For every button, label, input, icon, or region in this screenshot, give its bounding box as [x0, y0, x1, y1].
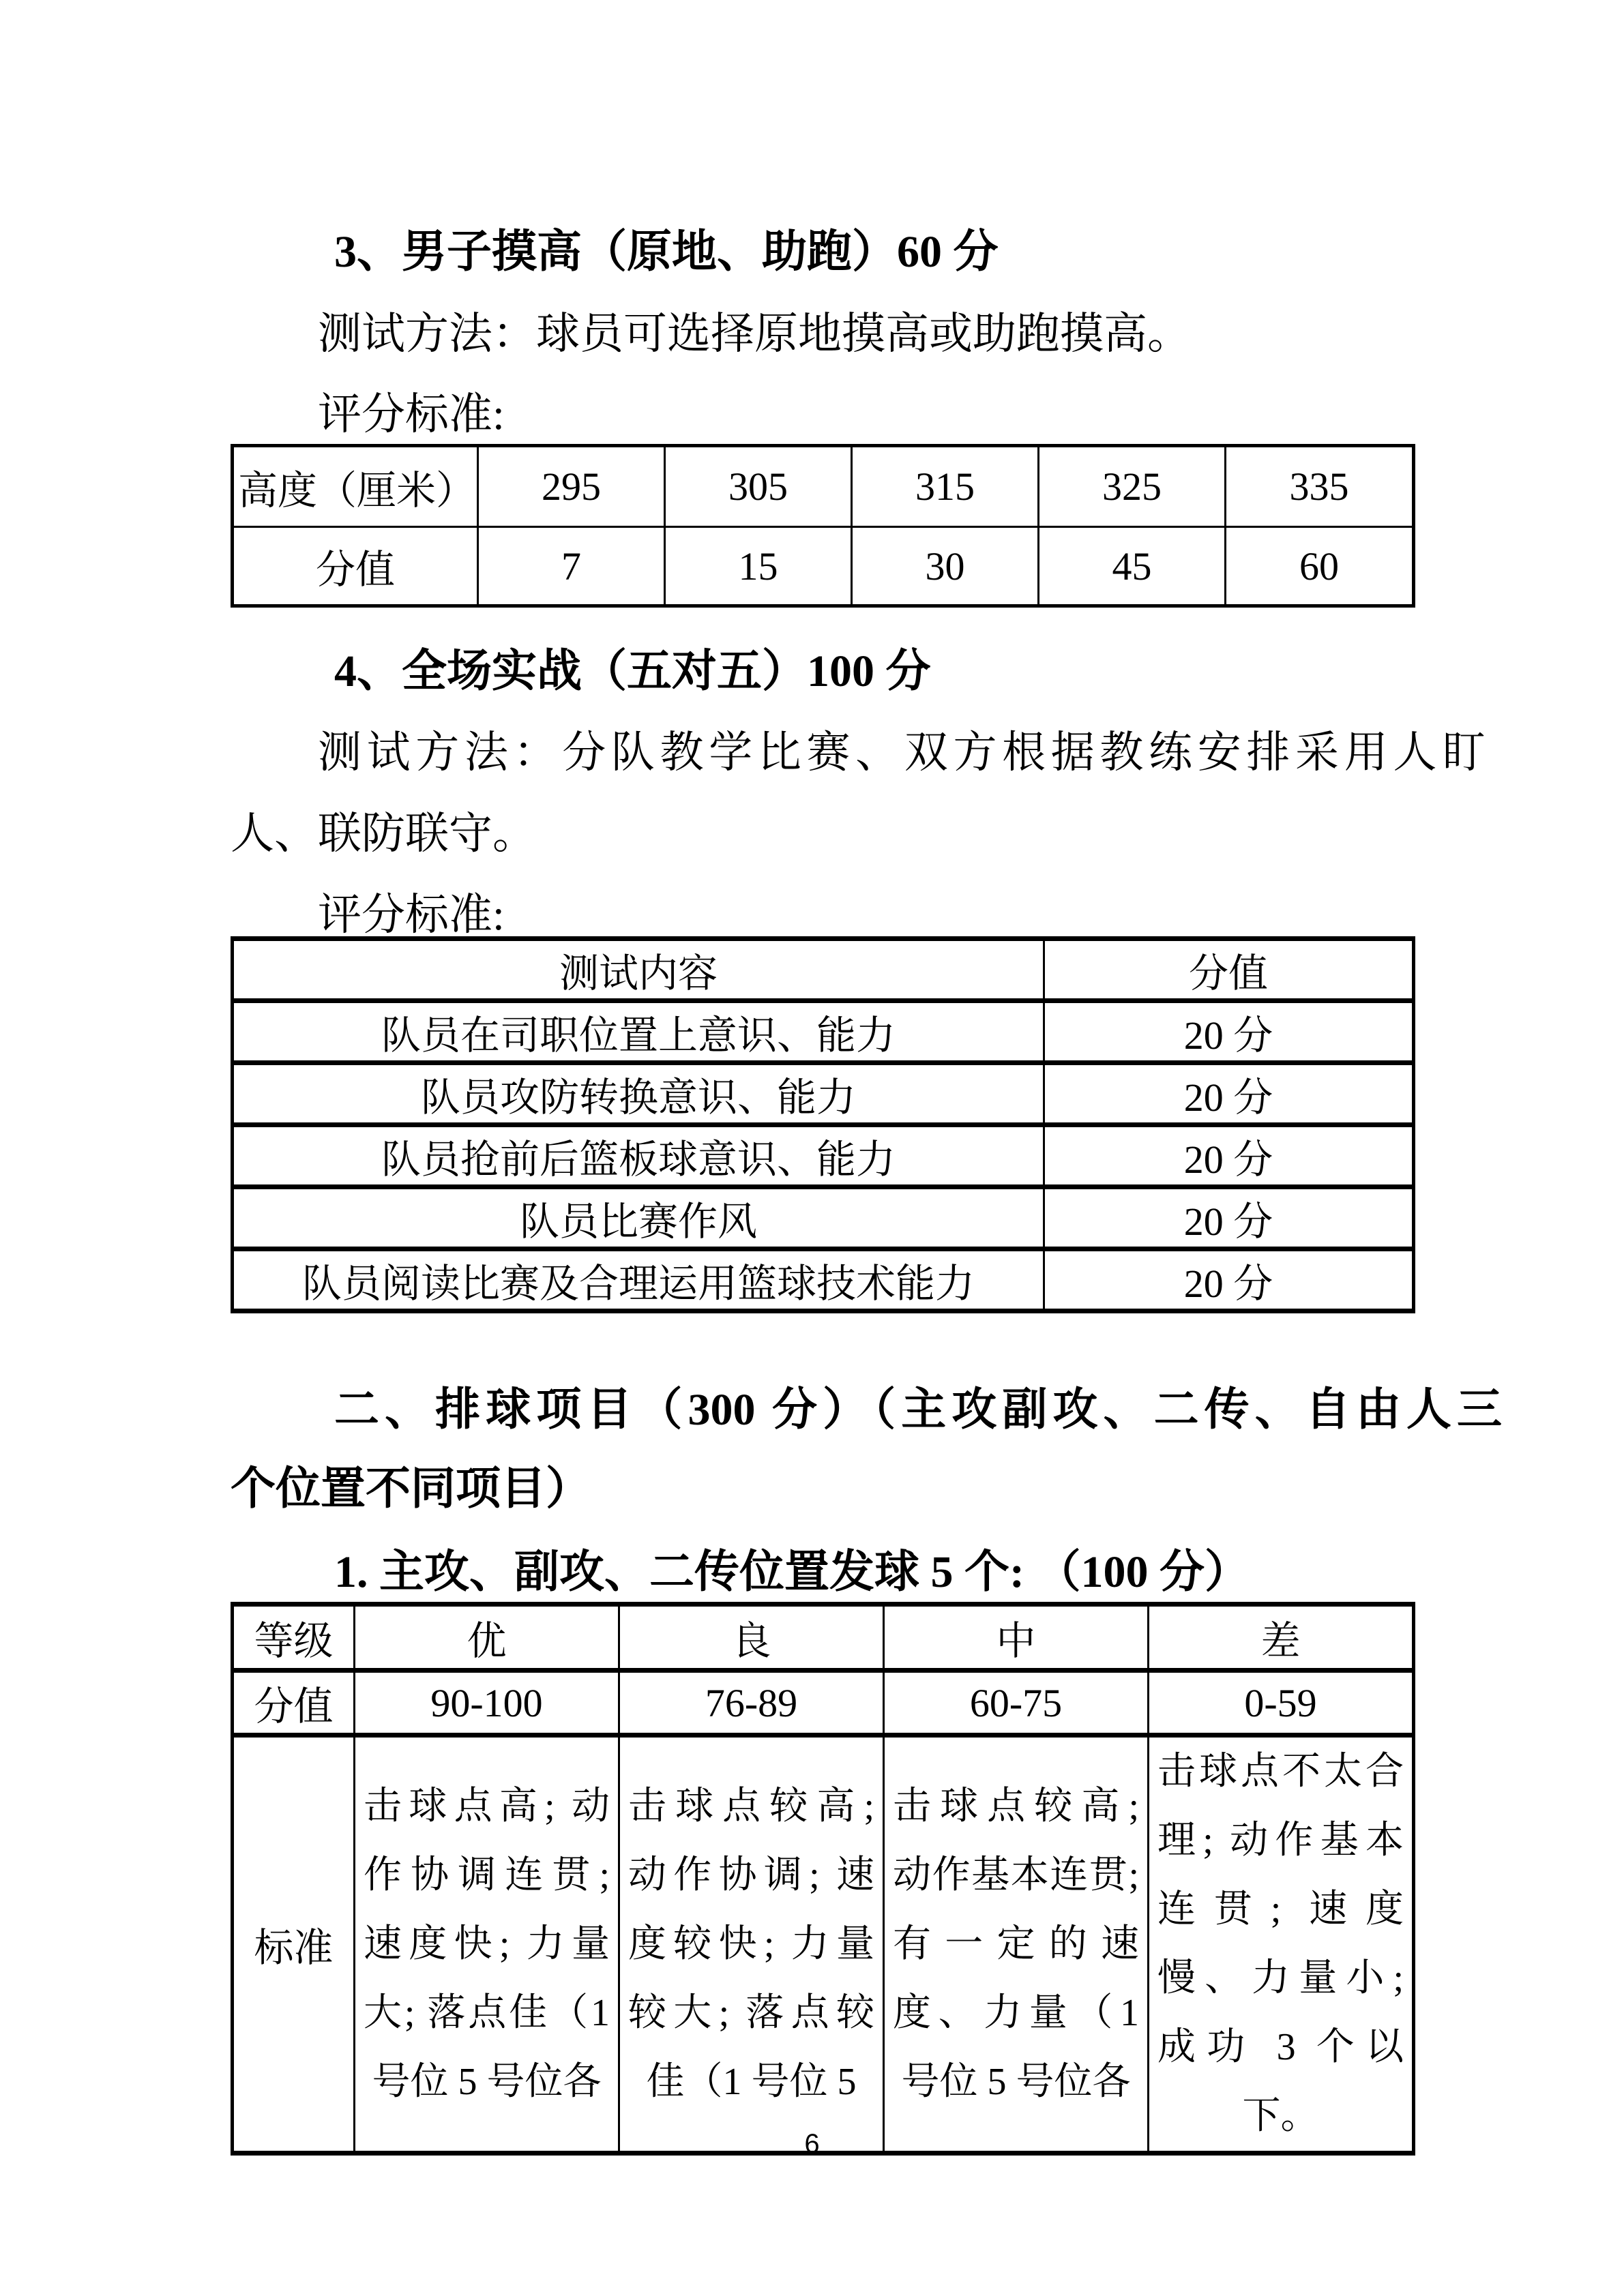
volleyball-heading-line2: 个位置不同项目）: [231, 1464, 591, 1514]
table-cell: 队员抢前后篮板球意识、能力: [233, 1125, 1044, 1187]
table-cell: 队员攻防转换意识、能力: [233, 1063, 1044, 1125]
table-cell: 335: [1226, 446, 1414, 527]
game-score-table: [231, 936, 1415, 1313]
table-cell: 队员阅读比赛及合理运用篮球技术能力: [233, 1249, 1044, 1311]
table-cell: 295: [478, 446, 665, 527]
table-row: [233, 1249, 1414, 1311]
table-header-cell: 测试内容: [233, 939, 1044, 1001]
table-header-cell: 差: [1149, 1605, 1414, 1671]
section4-method-line2: 人、联防联守。: [231, 809, 536, 858]
table-row: [233, 1187, 1414, 1249]
table-cell: 15: [665, 527, 852, 606]
table-header-cell: 等级: [233, 1605, 355, 1671]
section3-method: 测试方法：球员可选择原地摸高或助跑摸高。: [318, 310, 1191, 358]
table-cell: 20 分: [1044, 1063, 1414, 1125]
section4-heading: 4、全场实战（五对五）100 分: [334, 646, 931, 696]
table-header-cell: 优: [355, 1605, 619, 1671]
table-row: [233, 1671, 1414, 1735]
serving-score-table: [231, 1602, 1415, 2156]
table-cell: 60-75: [884, 1671, 1149, 1735]
section4-method-line1: 测试方法：分队教学比赛、双方根据教练安排采用人盯: [318, 728, 1486, 777]
table-header-cell: 中: [884, 1605, 1149, 1671]
table-cell: 20 分: [1044, 1001, 1414, 1063]
table-header-row: [233, 1605, 1414, 1671]
table-cell: 标准: [233, 1735, 355, 2153]
table-cell: 305: [665, 446, 852, 527]
height-score-table: [231, 444, 1415, 608]
table-row: [233, 1063, 1414, 1125]
table-cell: 20 分: [1044, 1249, 1414, 1311]
table-cell: 高度（厘米）: [233, 446, 478, 527]
table-cell: 325: [1039, 446, 1226, 527]
table-cell: 20 分: [1044, 1125, 1414, 1187]
table-cell: 60: [1226, 527, 1414, 606]
table-header-row: [233, 939, 1414, 1001]
section3-criteria-label: 评分标准:: [318, 390, 505, 438]
table-cell: 30: [852, 527, 1039, 606]
volleyball-subheading: 1. 主攻、副攻、二传位置发球 5 个: （100 分）: [334, 1547, 1250, 1597]
section4-criteria-label: 评分标准:: [318, 891, 505, 939]
table-cell: 击球点不太合理; 动作基本连贯; 速度慢、力量小; 成功 3 个以下。: [1149, 1735, 1414, 2153]
table-header-cell: 良: [619, 1605, 884, 1671]
table-cell: 20 分: [1044, 1187, 1414, 1249]
table-row: [233, 527, 1414, 606]
table-row: [233, 1001, 1414, 1063]
table-cell: 分值: [233, 1671, 355, 1735]
table-header-cell: 分值: [1044, 939, 1414, 1001]
table-row: [233, 1125, 1414, 1187]
table-cell: 击球点较高; 动作协调; 速度较快; 力量较大; 落点较佳（1 号位 5: [619, 1735, 884, 2153]
table-cell: 分值: [233, 527, 478, 606]
table-cell: 击球点高; 动作协调连贯; 速度快; 力量大; 落点佳（1 号位 5 号位各: [355, 1735, 619, 2153]
table-cell: 击球点较高; 动作基本连贯; 有一定的速度、力量（1 号位 5 号位各: [884, 1735, 1149, 2153]
table-cell: 7: [478, 527, 665, 606]
table-cell: 0-59: [1149, 1671, 1414, 1735]
table-cell: 90-100: [355, 1671, 619, 1735]
page-number: 6: [804, 2129, 820, 2159]
table-cell: 队员在司职位置上意识、能力: [233, 1001, 1044, 1063]
table-row: [233, 1735, 1414, 2153]
table-cell: 76-89: [619, 1671, 884, 1735]
volleyball-heading-line1: 二、排球项目（300 分）（主攻副攻、二传、自由人三: [334, 1385, 1502, 1435]
table-cell: 队员比赛作风: [233, 1187, 1044, 1249]
table-cell: 45: [1039, 527, 1226, 606]
table-cell: 315: [852, 446, 1039, 527]
table-row: [233, 446, 1414, 527]
section3-heading: 3、男子摸高（原地、助跑）60 分: [334, 227, 999, 277]
